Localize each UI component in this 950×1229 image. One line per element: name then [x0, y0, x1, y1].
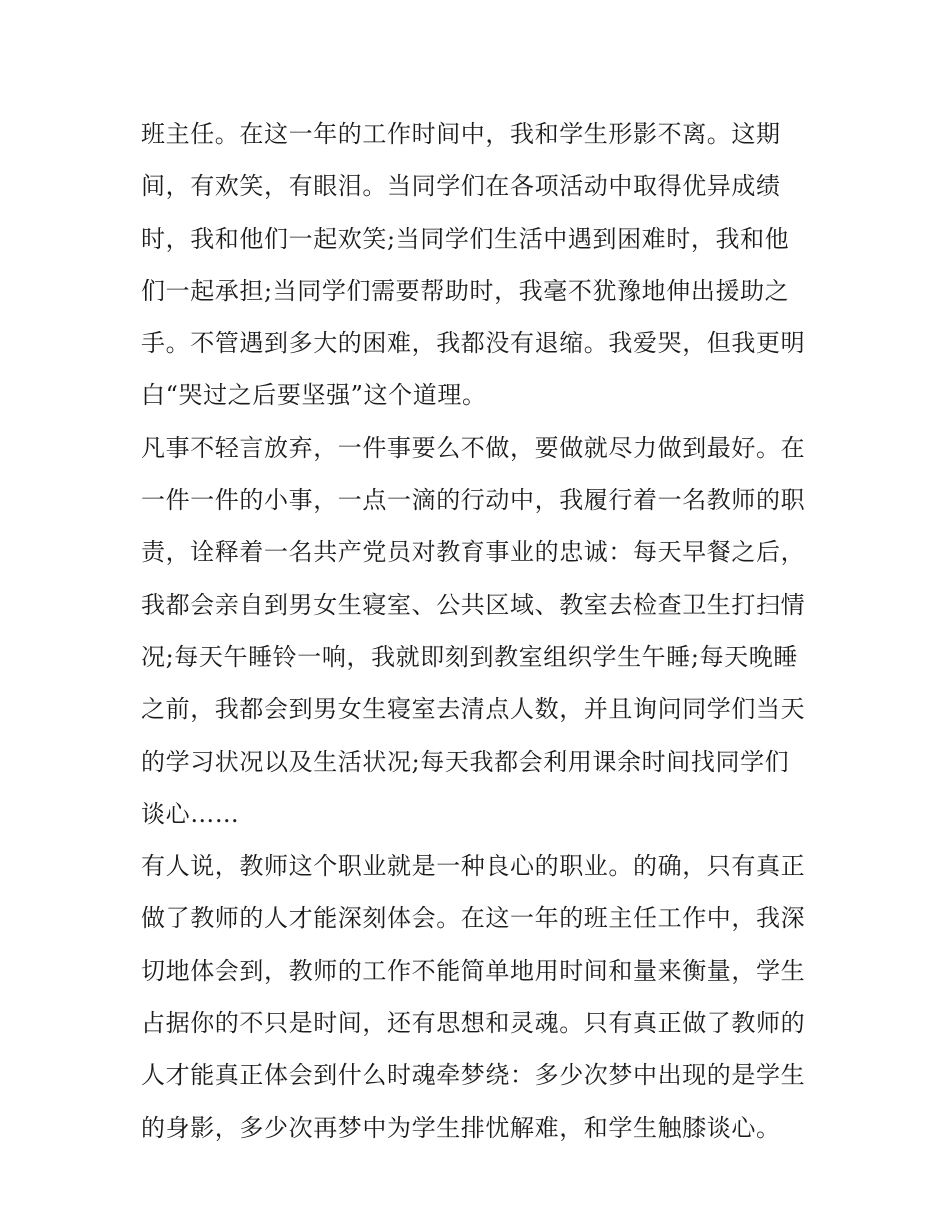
text-line: 我都会亲自到男女生寝室、公共区域、教室去检查卫生打扫情 [141, 590, 806, 619]
body-text [141, 108, 821, 1154]
text-line: 凡事不轻言放弃，一件事要么不做，要做就尽力做到最好。在 [141, 433, 806, 462]
text-line: 白“哭过之后要坚强”这个道理。 [141, 381, 487, 410]
text-line: 做了教师的人才能深刻体会。在这一年的班主任工作中，我深 [141, 904, 806, 933]
text-line: 一件一件的小事，一点一滴的行动中，我履行着一名教师的职 [141, 486, 806, 515]
text-line: 人才能真正体会到什么时魂牵梦绕：多少次梦中出现的是学生 [141, 1061, 806, 1090]
text-line: 的身影，多少次再梦中为学生排忧解难，和学生触膝谈心。 [141, 1113, 781, 1142]
text-line: 占据你的不只是时间，还有思想和灵魂。只有真正做了教师的 [141, 1009, 806, 1038]
text-line: 间，有欢笑，有眼泪。当同学们在各项活动中取得优异成绩 [141, 172, 781, 201]
text-line: 谈心…… [141, 799, 240, 828]
text-line: 之前，我都会到男女生寝室去清点人数，并且询问同学们当天 [141, 695, 806, 724]
text-line: 有人说，教师这个职业就是一种良心的职业。的确，只有真正 [141, 852, 806, 881]
text-line: 手。不管遇到多大的困难，我都没有退缩。我爱哭，但我更明 [141, 329, 806, 358]
text-line: 责，诠释着一名共产党员对教育事业的忠诚：每天早餐之后， [141, 538, 806, 567]
text-line: 况;每天午睡铃一响，我就即刻到教室组织学生午睡;每天晚睡 [141, 642, 798, 671]
text-line: 班主任。在这一年的工作时间中，我和学生形影不离。这期 [141, 120, 781, 148]
text-line: 切地体会到，教师的工作不能简单地用时间和量来衡量，学生 [141, 956, 806, 985]
text-line: 的学习状况以及生活状况;每天我都会利用课余时间找同学们 [141, 747, 790, 776]
text-line: 们一起承担;当同学们需要帮助时，我毫不犹豫地伸出援助之 [141, 276, 790, 305]
text-line: 时，我和他们一起欢笑;当同学们生活中遇到困难时，我和他 [141, 224, 790, 253]
